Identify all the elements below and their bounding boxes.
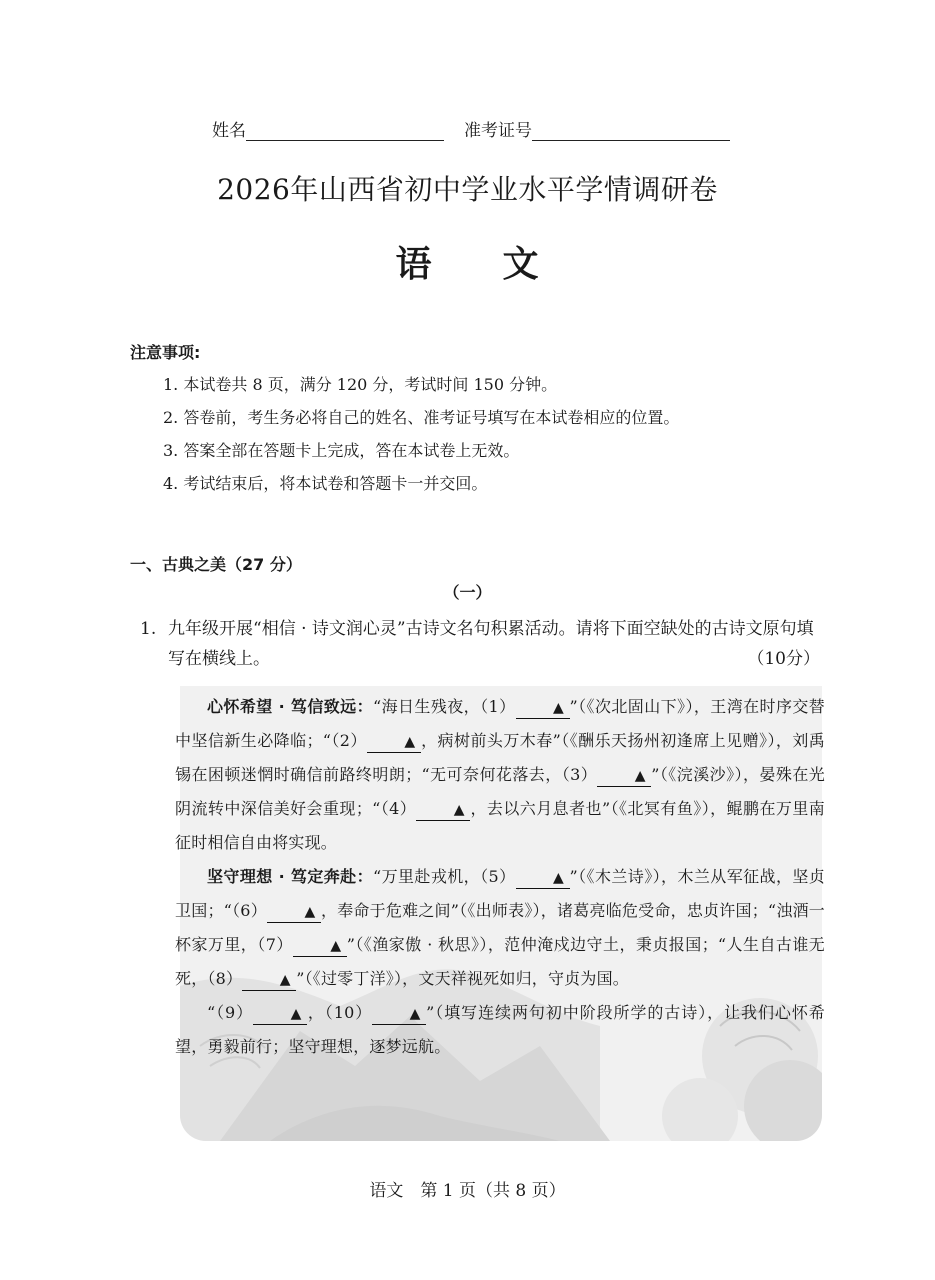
blank-6[interactable]: ▲ — [267, 902, 321, 923]
question-score: （10分） — [747, 649, 820, 669]
question-text: 九年级开展“相信 · 诗文润心灵”古诗文名句积累活动。请将下面空缺处的古诗文原句填写在横线上。 — [168, 619, 814, 669]
passage-paragraph-1: 心怀希望 · 笃信致远：“海日生残夜，（1） ▲ ”（《次北固山下》），王湾在时序交替中坚信新生必降临；“（2） ▲ ，病树前头万木春”（《酬乐天扬州初逢席上见赠》），刘禹锡在困顿迷惘时确信前路终明朗；“无可奈何花落去，（3） ▲ ”（《浣溪沙》），晏殊在光阴流转中深信美好会重现；“（4） ▲ ，去以六月息者也”（《北冥有鱼》），鲲鹏在万里南征时相信自由将实现。 — [175, 697, 826, 852]
subject-title — [0, 236, 935, 287]
note-item: 1. 本试卷共 8 页，满分 120 分，考试时间 150 分钟。 — [163, 375, 558, 394]
id-field[interactable] — [532, 120, 730, 141]
blank-1[interactable]: ▲ — [516, 698, 570, 719]
poetry-passage — [175, 690, 825, 1064]
blank-9[interactable]: ▲ — [253, 1004, 307, 1025]
notes-heading: 注意事项: — [130, 343, 201, 362]
name-label: 姓名 — [212, 121, 246, 141]
note-item: 4. 考试结束后，将本试卷和答题卡一并交回。 — [163, 474, 488, 493]
note-item: 3. 答案全部在答题卡上完成，答在本试卷上无效。 — [163, 441, 520, 460]
blank-5[interactable]: ▲ — [516, 868, 570, 889]
blank-8[interactable]: ▲ — [242, 970, 296, 991]
name-field[interactable] — [246, 120, 444, 141]
blank-3[interactable]: ▲ — [597, 766, 651, 787]
subject-char-2: 文 — [502, 243, 540, 285]
paragraph-lead: 心怀希望 · 笃信致远： — [207, 697, 373, 716]
candidate-info — [212, 116, 730, 141]
question-number: 1. — [140, 619, 157, 639]
paragraph-lead: 坚守理想 · 笃定奔赴： — [207, 867, 373, 886]
blank-2[interactable]: ▲ — [367, 732, 421, 753]
id-label: 准考证号 — [464, 121, 532, 141]
passage-paragraph-2: 坚守理想 · 笃定奔赴：“万里赴戎机，（5） ▲ ”（《木兰诗》），木兰从军征战，坚贞卫国；“（6） ▲ ，奉命于危难之间”（《出师表》），诸葛亮临危受命，忠贞许国；“浊酒一杯家万里，（7） ▲ ”（《渔家傲 · 秋思》），范仲淹戍边守土，秉贞报国；“人生自古谁无死，（8） ▲ ”（《过零丁洋》），文天祥视死如归，守贞为国。 — [175, 860, 825, 996]
page-footer: 语文 第 1 页（共 8 页） — [369, 1181, 566, 1201]
section-heading: 一、古典之美（27 分） — [130, 555, 302, 574]
question-1 — [140, 614, 820, 674]
notes-list — [163, 368, 679, 500]
part-label: （一） — [443, 583, 492, 602]
note-item: 2. 答卷前，考生务必将自己的姓名、准考证号填写在本试卷相应的位置。 — [163, 408, 680, 427]
blank-4[interactable]: ▲ — [416, 800, 470, 821]
exam-title: 2026年山西省初中学业水平学情调研卷 — [217, 173, 718, 206]
subject-char-1: 语 — [395, 243, 433, 285]
blank-10[interactable]: ▲ — [372, 1004, 426, 1025]
blank-7[interactable]: ▲ — [293, 936, 347, 957]
passage-paragraph-3: “（9） ▲ ，（10） ▲ ”（填写连续两句初中阶段所学的古诗），让我们心怀希望，勇毅前行；坚守理想，逐梦远航。 — [175, 1003, 825, 1056]
